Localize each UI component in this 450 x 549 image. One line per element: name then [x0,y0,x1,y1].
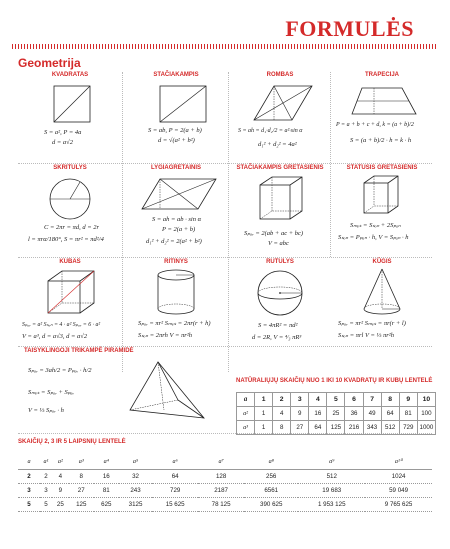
table-row [18,497,432,511]
divider [18,163,432,164]
table-cell: 1 [255,421,273,435]
table-cell: a [18,455,40,469]
pyramid-cell [18,348,230,432]
cylinder-title: RITINYS [164,259,188,265]
cube-title: KUBAS [59,259,81,265]
rhombus-cell [230,72,330,162]
table-row [237,393,436,407]
table-cell: 243 [119,483,152,497]
table-cell: 128 [198,469,244,483]
table-cell: 4 [52,469,69,483]
divider [330,72,331,257]
powers-table [18,455,432,512]
sphere-cell [230,259,330,345]
table-cell: 15 625 [152,497,198,511]
table-cell: a² [237,407,255,421]
table-cell: 81 [94,483,119,497]
cylinder-formula-total: Sₚₐᵥ = πr² Sₘₑₛ = 2πr(r + h) [138,320,211,327]
page-title: FORMULĖS [285,16,414,41]
divider [122,72,123,372]
square-formula-area: S = a², P = 4a [44,129,82,136]
table-cell: 25 [52,497,69,511]
table-cell: a⁹ [298,455,365,469]
table-cell: 6 [345,393,363,407]
sphere-formula-area: S = 4πR² = πd² [258,322,298,329]
table-cell: 64 [152,469,198,483]
table-cell: 81 [399,407,417,421]
table-cell: a⁷ [198,455,244,469]
pyramid-formula-volume: V = ⅓ Sₚₐᵥ · h [28,407,64,414]
table-cell: a⁵ [119,455,152,469]
table-cell: 16 [94,469,119,483]
table-cell: 25 [327,407,345,421]
square-formula-diagonal: d = a√2 [52,139,73,146]
cube-cell [18,259,122,345]
cube-formula-area: Sₚₐᵥ = a² Sₛₒₙ = 4 · a² Sₚₐᵥ = 6 · a² [22,322,101,328]
table-cell: 8 [273,421,291,435]
table-cell: 19 683 [298,483,365,497]
prism-formula-total: Sₘₑₛ = Sₛₒₙ + 2Sₚₐₙ [350,222,401,229]
table-cell: 3 [40,483,52,497]
trapezoid-title: TRAPECIJA [364,72,399,78]
circle-formula-area: l = πrα/180°, S = πr² = πd²/4 [28,236,104,243]
trapezoid-figure [332,72,432,162]
table-cell: 64 [381,407,399,421]
table-cell: 49 [363,407,381,421]
table-cell: 16 [309,407,327,421]
prism-title: STATUSIS GRETASIENIS [346,165,418,171]
divider [18,257,432,258]
table-cell: 3 [291,393,309,407]
table-cell: a¹ [40,455,52,469]
circle-title: SKRITULYS [53,165,87,171]
divider [228,72,229,372]
rectangle-formula-diagonal: d = √(a² + b²) [158,137,195,144]
rhombus-figure [230,72,330,162]
table-cell: a⁸ [244,455,298,469]
table-cell: 5 [18,497,40,511]
prism-figure [332,165,432,255]
table-cell: 78 125 [198,497,244,511]
squares-table-title: NATŪRALIŲJŲ SKAIČIŲ NUO 1 IKI 10 KVADRATŲ IR KUBŲ LENTELĖ [236,378,433,384]
title-rule [12,44,438,49]
table-cell: 1000 [417,421,435,435]
rhombus-formula-area: S = ah = d₁·d₂/2 = a²·sin α [238,128,303,134]
table-row [237,407,436,421]
cuboid-title: STAČIAKAMPIS GRETASIENIS [236,165,324,171]
rhombus-title: ROMBAS [266,72,294,78]
table-cell: 729 [399,421,417,435]
pyramid-figure [18,348,230,432]
sphere-formula-volume: d = 2R, V = ⁴⁄₃ πR³ [252,334,302,341]
table-cell: a⁶ [152,455,198,469]
section-heading: Geometrija [18,56,81,70]
table-cell: 2 [273,393,291,407]
table-cell: 27 [291,421,309,435]
table-cell: 5 [327,393,345,407]
table-cell: 36 [345,407,363,421]
square-title: KVADRATAS [51,72,89,78]
cylinder-cell [124,259,228,345]
table-cell: a³ [69,455,94,469]
table-cell: a² [52,455,69,469]
table-cell: 1 953 125 [298,497,365,511]
table-cell: 216 [345,421,363,435]
pyramid-formula-total: Sₘₑₛ = Sₚₐᵥ + Sₚₐᵥ [28,389,75,396]
table-cell: 4 [309,393,327,407]
table-cell: a¹⁰ [365,455,432,469]
parallelogram-title: LYGIAGRETAINIS [150,165,201,171]
table-cell: 8 [69,469,94,483]
rectangle-cell [124,72,228,162]
cone-title: KŪGIS [372,259,392,265]
rhombus-formula-diagonals: d₁² + d₂² = 4a² [258,141,297,148]
square-cell [18,72,122,162]
cone-cell [332,259,432,345]
table-cell: 1024 [365,469,432,483]
parallelogram-formula-diagonals: d₁² + d₂² = 2(a² + b²) [146,238,202,245]
table-cell: 2187 [198,483,244,497]
square-figure [18,72,122,162]
table-cell: 27 [69,483,94,497]
prism-formula-lateral: Sₛₒₙ = Pₚₐₙ · h, V = Sₚₐₙ · h [338,234,409,241]
cuboid-formula-area: Sₚₐᵥ = 2(ab + ac + bc) [244,230,304,237]
trapezoid-cell [332,72,432,162]
table-cell: 125 [69,497,94,511]
powers-table-title: SKAIČIŲ 2, 3 IR 5 LAIPSNIŲ LENTELĖ [18,439,126,445]
rectangle-title: STAČIAKAMPIS [153,72,199,78]
rectangle-formula-area: S = ab, P = 2(a + b) [148,127,202,134]
pyramid-title: TAISYKLINGOJI TRIKAMPĖ PIRAMIDĖ [24,348,134,354]
circle-formula-circumference: C = 2πr = πd, d = 2r [44,224,100,231]
table-cell: 390 625 [244,497,298,511]
circle-cell [18,165,122,255]
table-cell: 3125 [119,497,152,511]
table-cell: a⁴ [94,455,119,469]
parallelogram-cell [124,165,228,255]
table-row [18,455,432,469]
table-cell: 9 [291,407,309,421]
rectangle-figure [124,72,228,162]
pyramid-formula-lateral: Sₚₐᵥ = 3ah/2 = Pₚₐᵥ · h/2 [28,367,92,374]
table-cell: 32 [119,469,152,483]
table-cell: 2 [18,469,40,483]
table-cell: 8 [381,393,399,407]
parallelogram-formula-perimeter-2: P = 2(a + b) [162,226,196,233]
parallelogram-formula-perimeter: S = ah = ab · sin α [152,216,202,223]
table-cell: 343 [363,421,381,435]
cylinder-formula-volume: Sₛₒₙ = 2πrh V = πr²h [138,332,193,339]
table-cell: 64 [309,421,327,435]
table-row [18,469,432,483]
table-cell: 1 [255,407,273,421]
prism-cell [332,165,432,255]
table-cell: 512 [381,421,399,435]
table-cell: 10 [417,393,435,407]
sphere-title: RUTULYS [266,259,294,265]
table-cell: a [237,393,255,407]
table-cell: 3 [18,483,40,497]
table-cell: 59 049 [365,483,432,497]
table-cell: 729 [152,483,198,497]
cuboid-formula-volume: V = abc [268,240,289,247]
table-cell: 6561 [244,483,298,497]
table-cell: 1 [255,393,273,407]
table-row [237,421,436,435]
table-cell: 100 [417,407,435,421]
divider [18,346,432,347]
trapezoid-formula-perimeter: P = a + b + c + d, k = (a + b)/2 [336,122,414,128]
cuboid-cell [230,165,330,255]
table-cell: 125 [327,421,345,435]
table-row [18,483,432,497]
cone-formula-total: Sₚₐᵥ = πr² Sₘₑₛ = πr(r + l) [338,320,406,327]
cone-formula-volume: Sₛₒₙ = πrl V = ⅓ πr²h [338,332,394,339]
table-cell: 4 [273,407,291,421]
table-cell: 256 [244,469,298,483]
table-cell: 7 [363,393,381,407]
sphere-figure [230,259,330,345]
table-cell: 9 [399,393,417,407]
squares-table [236,392,436,435]
table-cell: 5 [40,497,52,511]
trapezoid-formula-area: S = (a + b)/2 · h = k · h [350,137,412,144]
table-cell: 512 [298,469,365,483]
table-cell: a³ [237,421,255,435]
table-cell: 9 [52,483,69,497]
cube-formula-volume: V = a³, d = a√3, d = a√2 [22,333,88,340]
table-cell: 9 765 625 [365,497,432,511]
table-cell: 625 [94,497,119,511]
table-cell: 2 [40,469,52,483]
